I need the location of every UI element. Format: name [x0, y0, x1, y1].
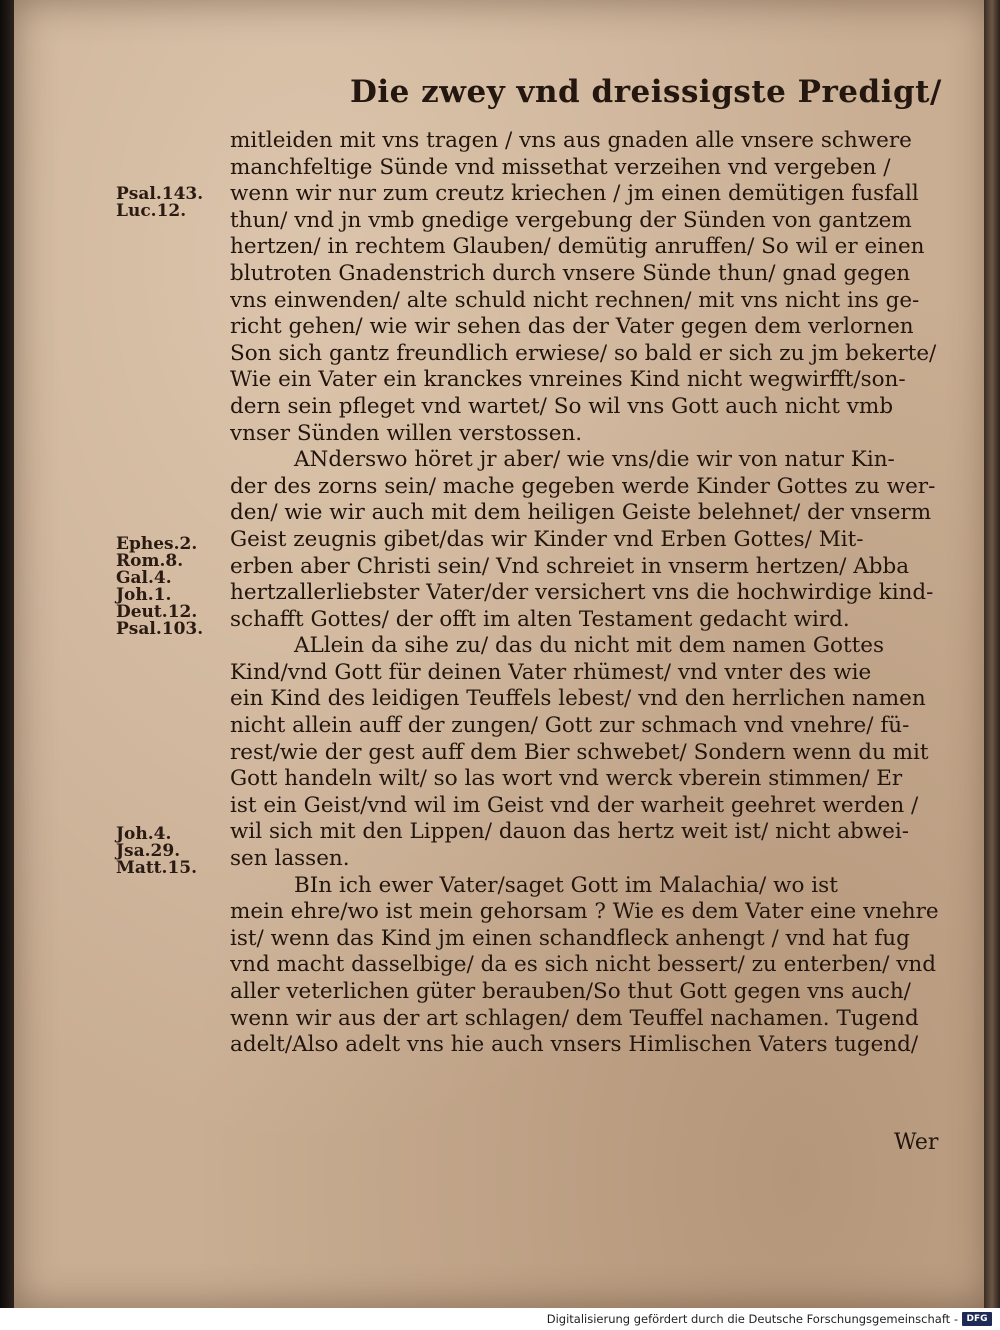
margin-note: Rom.8. — [116, 551, 184, 571]
text-line: adelt/Also adelt vns hie auch vnsers Himlischen Vaters tugend/ — [230, 1032, 919, 1058]
left-edge-shadow — [0, 0, 14, 1308]
paragraph-start-line: ALlein da sihe zu/ das du nicht mit dem namen Gottes — [294, 633, 884, 659]
text-line: wenn wir aus der art schlagen/ dem Teuffel nachamen. Tugend — [230, 1005, 919, 1031]
margin-note: Luc.12. — [116, 201, 187, 221]
margin-note: Matt.15. — [116, 858, 198, 878]
text-line: mein ehre/wo ist mein gehorsam ? Wie es dem Vater eine vnehre — [230, 899, 939, 925]
text-line: dern sein pfleget vnd wartet/ So wil vns Gott auch nicht vmb — [230, 393, 894, 419]
margin-notes-1 — [116, 186, 212, 220]
paragraph-start-line: ANderswo höret jr aber/ wie vns/die wir von natur Kin- — [294, 447, 895, 473]
running-head: Die zwey vnd dreissigste Predigt/ — [350, 74, 942, 110]
text-line: erben aber Christi sein/ Vnd schreiet in vnserm hertzen/ Abba — [230, 553, 910, 579]
margin-note: Deut.12. — [116, 602, 198, 622]
text-line: thun/ vnd jn vmb gnedige vergebung der Sünden von gantzem — [230, 207, 912, 233]
margin-notes-3 — [116, 826, 212, 877]
text-line: nicht allein auff der zungen/ Gott zur schmach vnd vnehre/ fü- — [230, 713, 910, 739]
catchword: Wer — [894, 1130, 939, 1155]
text-line: sen lassen. — [230, 846, 350, 872]
text-line: Son sich gantz freundlich erwiese/ so bald er sich zu jm bekerte/ — [230, 340, 937, 366]
text-line: Kind/vnd Gott für deinen Vater rhümest/ vnd vnter des wie — [230, 659, 872, 685]
text-line: vnser Sünden willen verstossen. — [230, 420, 583, 446]
margin-note: Ephes.2. — [116, 534, 198, 554]
footer-bar — [0, 1308, 1000, 1330]
margin-note: Joh.1. — [116, 585, 172, 605]
text-line: rest/wie der gest auff dem Bier schwebet/ Sondern wenn du mit — [230, 739, 929, 765]
text-line: richt gehen/ wie wir sehen das der Vater gegen dem verlornen — [230, 314, 914, 340]
text-line: hertzallerliebster Vater/der versichert vns die hochwirdige kind- — [230, 580, 934, 606]
text-line: Gott handeln wilt/ so las wort vnd werck vberein stimmen/ Er — [230, 766, 903, 792]
paragraph-start-line: BIn ich ewer Vater/saget Gott im Malachia/ wo ist — [294, 872, 838, 898]
margin-note: Psal.103. — [116, 619, 204, 639]
margin-note: Gal.4. — [116, 568, 172, 588]
text-line: wil sich mit den Lippen/ dauon das hertz weit ist/ nicht abwei- — [230, 819, 910, 845]
text-line: vns einwenden/ alte schuld nicht rechnen/ mit vns nicht ins ge- — [230, 287, 920, 313]
text-line: ein Kind des leidigen Teuffels lebest/ vnd den herrlichen namen — [230, 686, 926, 712]
dfg-logo: DFG — [962, 1312, 992, 1326]
text-line: blutroten Gnadenstrich durch vnsere Sünde thun/ gnad gegen — [230, 260, 911, 286]
margin-notes-2 — [116, 536, 212, 638]
page-binding-edge — [984, 0, 1000, 1308]
body-text — [230, 128, 946, 1059]
text-line: ist/ wenn das Kind jm einen schandfleck anhengt / vnd hat fug — [230, 925, 910, 951]
text-line: manchfeltige Sünde vnd missethat verzeihen vnd vergeben / — [230, 154, 891, 180]
text-line: aller veterlichen güter berauben/So thut Gott gegen vns auch/ — [230, 979, 911, 1004]
text-line: mitleiden mit vns tragen / vns aus gnaden alle vnsere schwere — [230, 128, 912, 153]
text-line: der des zorns sein/ mache gegeben werde Kinder Gottes zu wer- — [230, 473, 936, 499]
text-line: Wie ein Vater ein kranckes vnreines Kind nicht wegwirfft/son- — [230, 367, 906, 393]
text-line: den/ wie wir auch mit dem heiligen Geiste belehnet/ der vnserm — [230, 500, 932, 526]
text-line: ist ein Geist/vnd wil im Geist vnd der warheit geehret werden / — [230, 792, 919, 818]
text-line: wenn wir nur zum creutz kriechen / jm einen demütigen fusfall — [230, 181, 919, 207]
text-line: Geist zeugnis gibet/das wir Kinder vnd Erben Gottes/ Mit- — [230, 526, 864, 552]
margin-note: Joh.4. — [116, 824, 172, 844]
text-line: vnd macht dasselbige/ da es sich nicht bessert/ zu enterben/ vnd — [230, 952, 936, 978]
text-line: hertzen/ in rechtem Glauben/ demütig anruffen/ So wil er einen — [230, 234, 925, 260]
margin-note: Jsa.29. — [116, 841, 181, 861]
funding-notice: Digitalisierung gefördert durch die Deutsche Forschungsgemeinschaft - — [546, 1312, 958, 1326]
margin-note: Psal.143. — [116, 184, 204, 204]
text-line: schafft Gottes/ der offt im alten Testament gedacht wird. — [230, 606, 850, 632]
